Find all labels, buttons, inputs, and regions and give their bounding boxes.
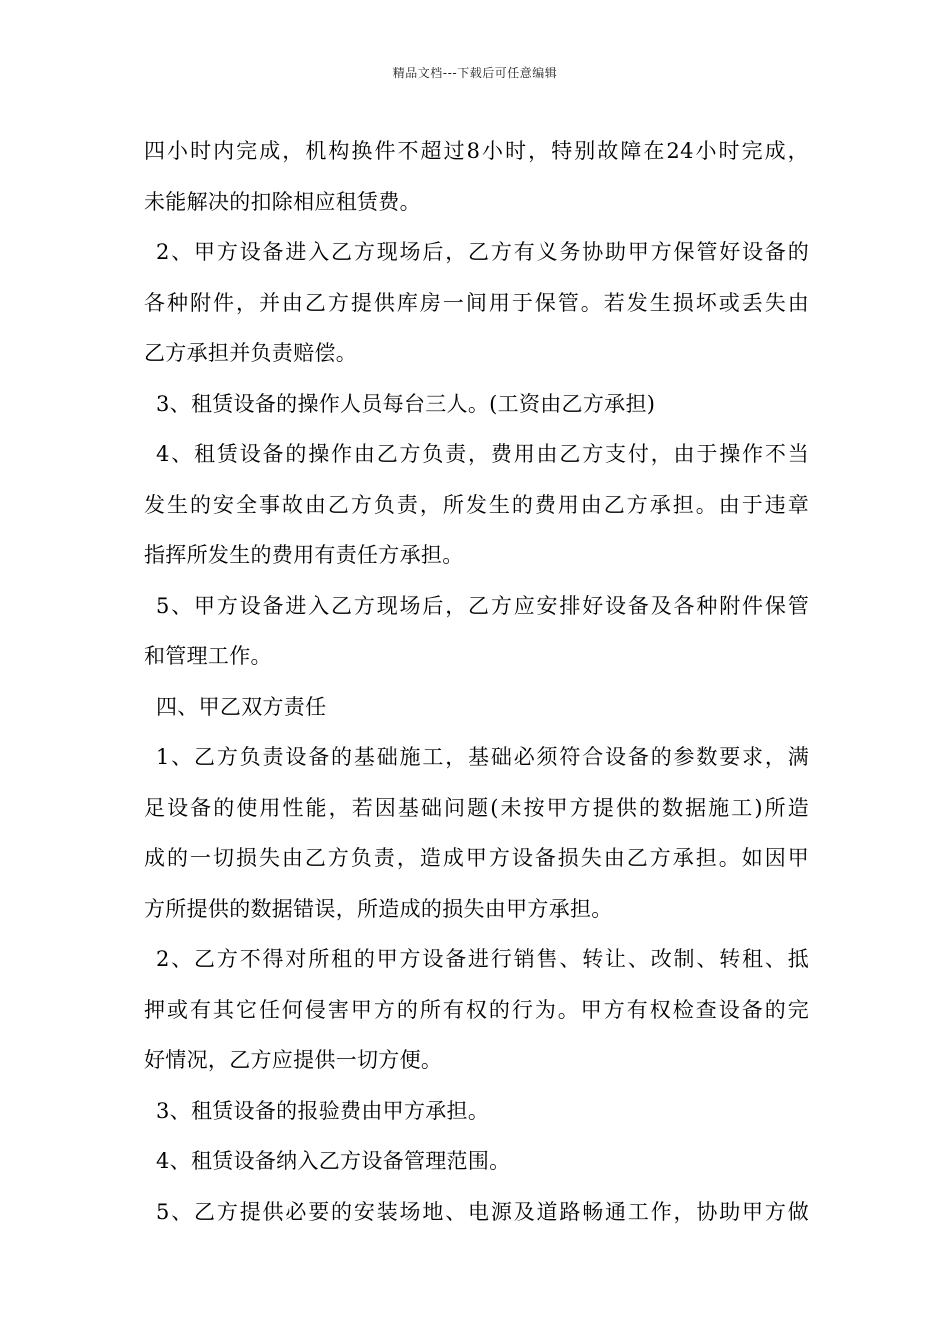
text-line: 4、租赁设备纳入乙方设备管理范围。 [156,1149,511,1173]
text-line: 方所提供的数据错误，所造成的损失由甲方承担。 [144,896,613,921]
text-line: 3、租赁设备的报验费由甲方承担。 [156,1098,490,1123]
text-line: 乙方承担并负责赔偿。 [144,341,357,365]
page-header: 精品文档---下载后可任意编辑 [392,66,558,80]
text-line: 5、甲方设备进入乙方现场后，乙方应安排好设备及各种附件保管 [156,593,809,618]
text-line: 押或有其它任何侵害甲方的所有权的行为。甲方有权检查设备的完 [144,997,809,1022]
document-body [144,126,809,1237]
text-line: 四、甲乙双方责任 [156,694,327,719]
text-line: 未能解决的扣除相应租赁费。 [144,189,421,214]
text-line: 发生的安全事故由乙方负责，所发生的费用由乙方承担。由于违章 [144,492,809,517]
text-line: 2、甲方设备进入乙方现场后，乙方有义务协助甲方保管好设备的 [156,240,809,264]
text-line: 2、乙方不得对所租的甲方设备进行销售、转让、改制、转租、抵 [156,947,809,971]
text-line: 足设备的使用性能，若因基础问题(未按甲方提供的数据施工)所造 [144,795,809,820]
text-line: 1、乙方负责设备的基础施工，基础必须符合设备的参数要求，满 [156,745,809,769]
text-line: 成的一切损失由乙方负责，造成甲方设备损失由乙方承担。如因甲 [144,846,809,870]
text-line: 各种附件，并由乙方提供库房一间用于保管。若发生损坏或丢失由 [144,290,809,315]
text-line: 和管理工作。 [144,644,272,668]
text-line: 指挥所发生的费用有责任方承担。 [144,543,464,567]
text-line: 5、乙方提供必要的安装场地、电源及道路畅通工作，协助甲方做 [156,1199,809,1224]
text-line: 4、租赁设备的操作由乙方负责，费用由乙方支付，由于操作不当 [156,442,809,466]
text-line: 四小时内完成，机构换件不超过8小时，特别故障在24小时完成， [144,139,809,163]
text-line: 好情况，乙方应提供一切方便。 [144,1048,443,1072]
text-line: 3、租赁设备的操作人员每台三人。(工资由乙方承担) [156,391,656,416]
